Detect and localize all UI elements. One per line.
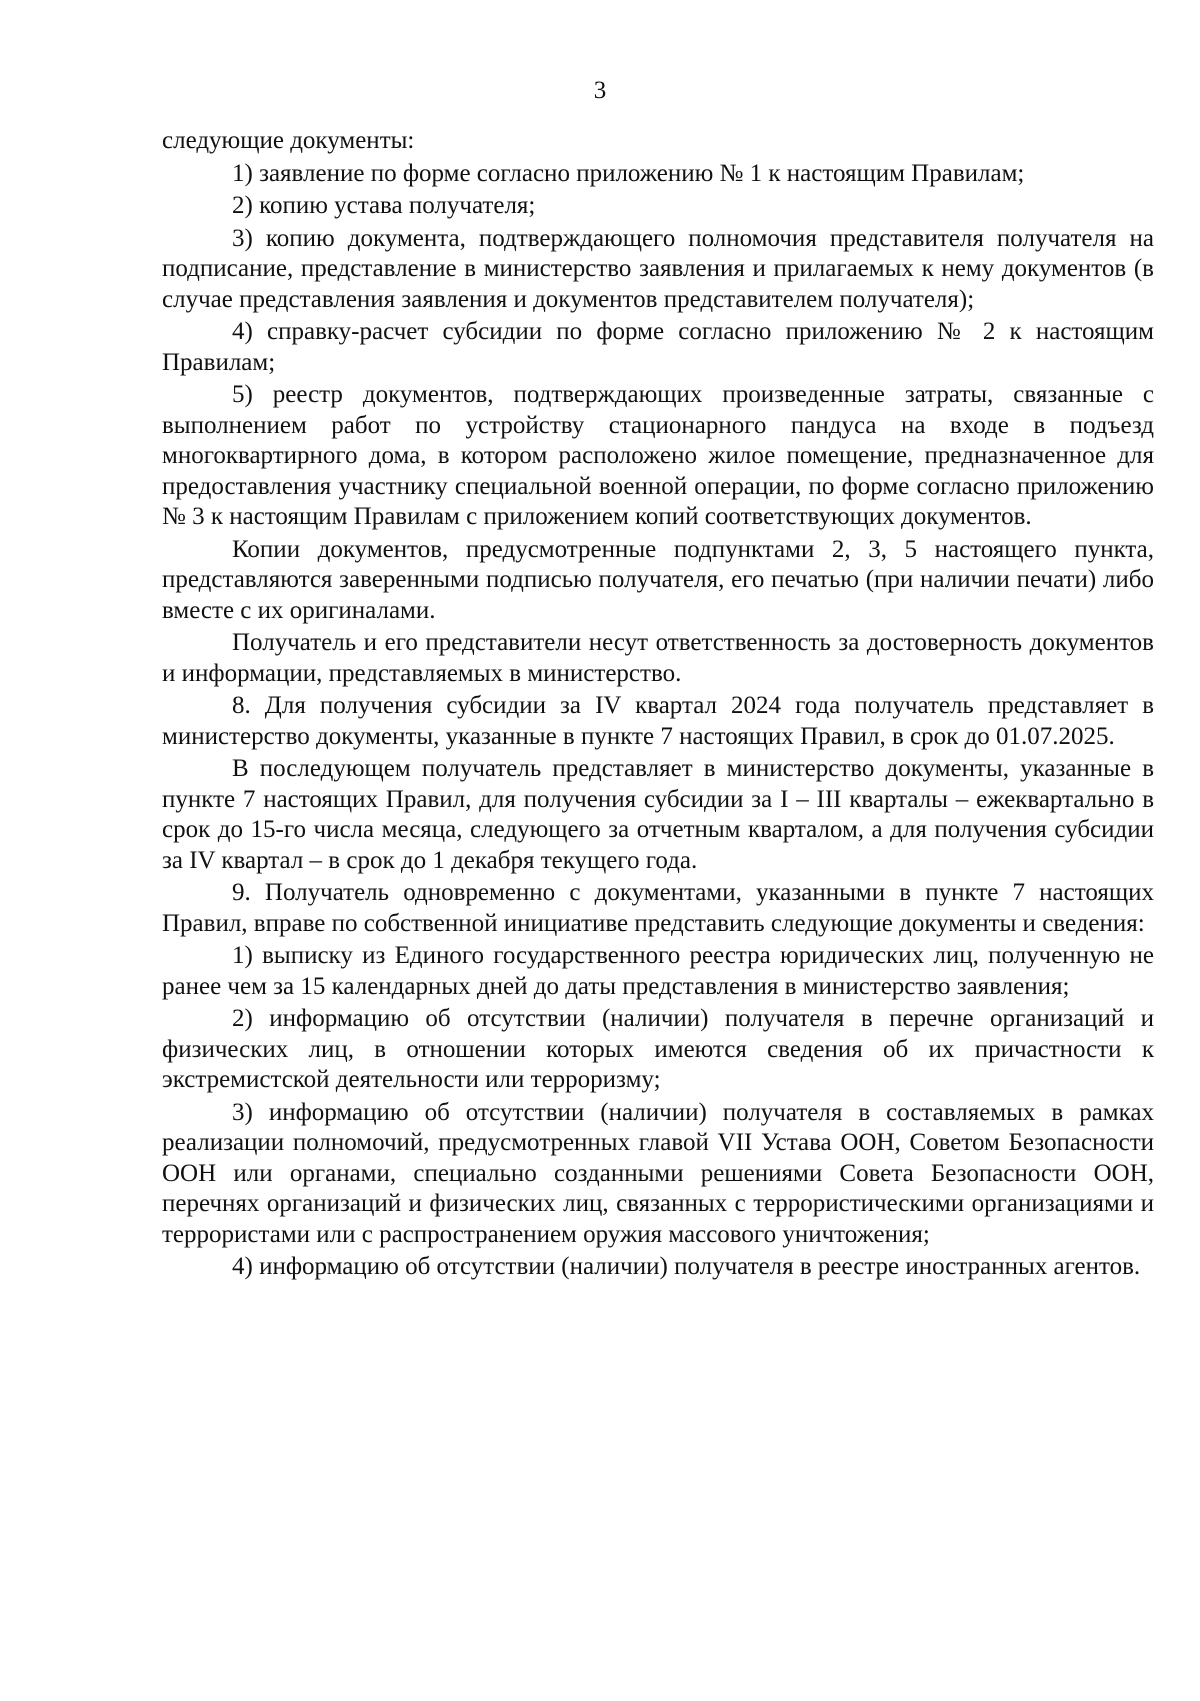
document-body <box>162 126 1154 1285</box>
list-item-3: 3) информацию об отсутствии (наличии) получателя в составляемых в рамках реализации полномочий, предусмотренных главой VII Устава ООН, Советом Безопасности ООН или органами, специально созданными решениями Совета Безопасности ООН, перечнях организаций и физических лиц, связанных с террористическими организациями и террористами или с распространением оружия массового уничтожения; <box>162 1098 1154 1248</box>
list-item-2: 2) информацию об отсутствии (наличии) получателя в перечне организаций и физических лиц, в отношении которых имеются сведения об их причастности к экстремистской деятельности или терроризму; <box>162 1005 1154 1093</box>
clause-8: 8. Для получения субсидии за IV квартал 2024 года получатель представляет в министерство документы, указанные в пункте 7 настоящих Правил, в срок до 01.07.2025. <box>162 692 1154 750</box>
clause-9: 9. Получатель одновременно с документами, указанными в пункте 7 настоящих Правил, вправе по собственной инициативе представить следующие документы и сведения: <box>162 879 1154 937</box>
list-item-5: 5) реестр документов, подтверждающих произведенные затраты, связанные с выполнением работ по устройству стационарного пандуса на входе в подъезд многоквартирного дома, в котором расположено жилое помещение, предназначенное для предоставления участнику специальной военной операции, по форме согласно приложению № 3 к настоящим Правилам с приложением копий соответствующих документов. <box>162 381 1154 530</box>
list-item-4: 4) справку-расчет субсидии по форме согласно приложению № 2 к настоящим Правилам; <box>162 318 1154 376</box>
paragraph: следующие документы: <box>162 127 415 154</box>
paragraph: Получатель и его представители несут ответственность за достоверность документов и информации, представляемых в министерство. <box>162 629 1154 687</box>
paragraph: В последующем получатель представляет в министерство документы, указанные в пункте 7 настоящих Правил, для получения субсидии за I – III кварталы – ежеквартально в срок до 15-го числа месяца, следующего за отчетным кварталом, а для получения субсидии за IV квартал – в срок до 1 декабря текущего года. <box>162 755 1154 874</box>
list-item-2: 2) копию устава получателя; <box>232 192 536 219</box>
list-item-1: 1) выписку из Единого государственного реестра юридических лиц, полученную не ранее чем за 15 календарных дней до даты представления в министерство заявления; <box>162 942 1154 1000</box>
list-item-1: 1) заявление по форме согласно приложению № 1 к настоящим Правилам; <box>232 159 1025 187</box>
list-item-4: 4) информацию об отсутствии (наличии) получателя в реестре иностранных агентов. <box>232 1253 1141 1280</box>
list-item-3: 3) копию документа, подтверждающего полномочия представителя получателя на подписание, представление в министерство заявления и прилагаемых к нему документов (в случае представления заявления и документов представителем получателя); <box>162 224 1154 313</box>
paragraph: Копии документов, предусмотренные подпунктами 2, 3, 5 настоящего пункта, представляются заверенными подписью получателя, его печатью (при наличии печати) либо вместе с их оригиналами. <box>162 535 1154 624</box>
page-number: 3 <box>593 77 607 104</box>
